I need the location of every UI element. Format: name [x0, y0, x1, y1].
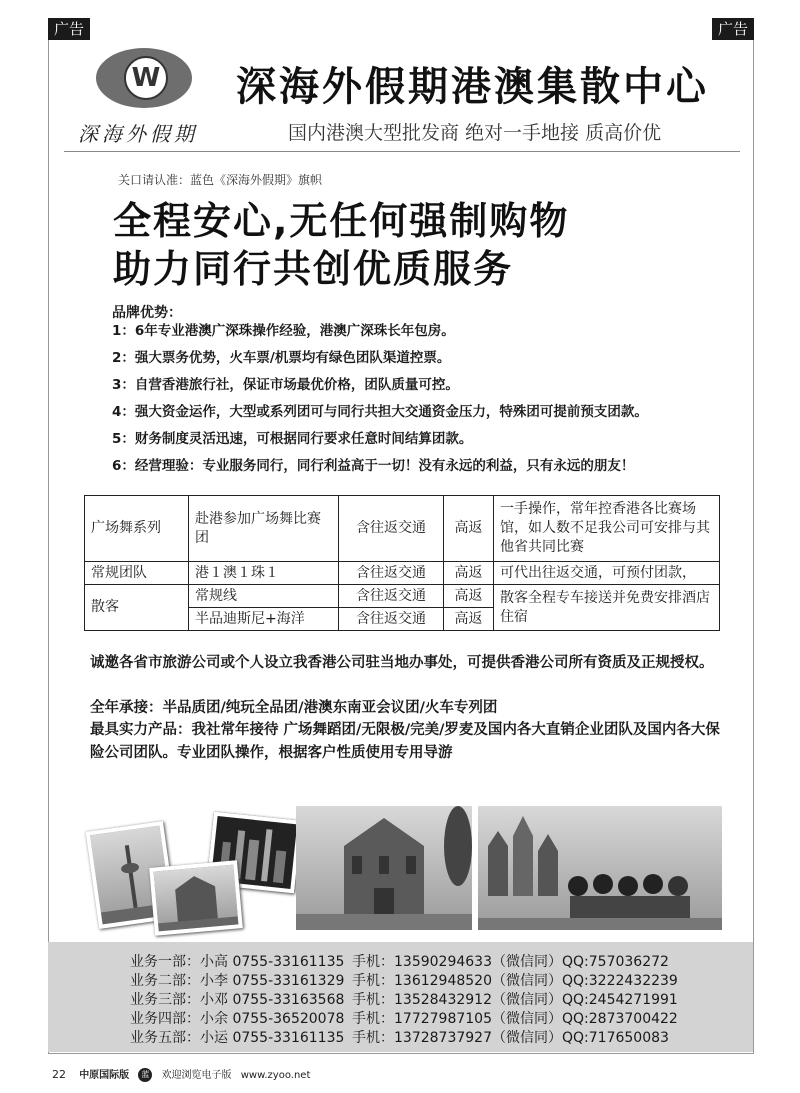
contact-mobile: 手机：13528432912（微信同） [352, 992, 562, 1008]
contact-qq: QQ:717650083 [562, 1030, 669, 1046]
company-logo [96, 48, 196, 110]
advantage-item: 6：经营理验：专业服务同行，同行利益高于一切！没有永远的利益，只有永远的朋友！ [112, 458, 635, 474]
advantages-title: 品牌优势： [112, 305, 182, 321]
logo-script-text: 深海外假期 [78, 122, 198, 146]
header-divider [64, 151, 740, 152]
contact-qq: QQ:2454271991 [562, 992, 678, 1008]
advantage-item: 5：财务制度灵活迅速，可根据同行要求任意时间结算团款。 [112, 431, 473, 447]
table-cell-rebate: 高返 [444, 585, 494, 608]
table-cell-note: 散客全程专车接送并免费安排酒店住宿 [494, 585, 720, 631]
contact-row [130, 989, 678, 1009]
contact-qq: QQ:757036272 [562, 954, 669, 970]
tour-products-table [84, 495, 720, 631]
table-row [85, 585, 720, 608]
table-cell-rebate: 高返 [444, 562, 494, 585]
table-cell-product: 赴港参加广场舞比赛团 [189, 496, 339, 562]
disneyland-photo [478, 806, 722, 930]
advantages-list [112, 322, 648, 484]
magazine-badge-icon: 蓝 [138, 1068, 152, 1082]
table-cell-transport: 含往返交通 [339, 585, 444, 608]
table-cell-note: 一手操作，常年控香港各比赛场馆，如人数不足我公司可安排与其他省共同比赛 [494, 496, 720, 562]
page-number: 22 [52, 1068, 66, 1081]
table-cell-series: 广场舞系列 [85, 496, 189, 562]
advantage-item: 2：强大票务优势，火车票/机票均有绿色团队渠道控票。 [112, 350, 451, 366]
contact-mobile: 手机：17727987105（微信同） [352, 1011, 562, 1027]
st-paul-ruins-photo [296, 806, 472, 930]
contact-mobile: 手机：13590294633（微信同） [352, 954, 562, 970]
table-cell-rebate: 高返 [444, 496, 494, 562]
headline-line-1: 全程安心,无任何强制购物 [113, 199, 570, 243]
table-cell-transport: 含往返交通 [339, 608, 444, 631]
table-cell-product: 常规线 [189, 585, 339, 608]
contact-qq: QQ:3222432239 [562, 973, 678, 989]
year-round-services-text: 全年承接：半品质团/纯玩全品团/港澳东南亚会议团/火车专列团 [90, 700, 498, 716]
footer-url-link[interactable]: www.zyoo.net [240, 1070, 311, 1081]
page-footer [52, 1066, 310, 1082]
flagship-products-text: 最具实力产品：我社常年接待 广场舞蹈团/无限极/完美/罗麦及国内各大直销企业团队及国内各大保险公司团队。专业团队操作，根据客户性质使用专用导游 [90, 722, 720, 761]
contact-mobile: 手机：13612948520（微信同） [352, 973, 562, 989]
contact-dept-phone: 业务二部：小李 0755-33161329 [130, 973, 345, 989]
table-row [85, 562, 720, 585]
contact-dept-phone: 业务四部：小余 0755-36520078 [130, 1011, 345, 1027]
photo-strip [82, 806, 722, 930]
contact-row [130, 951, 669, 971]
customs-note: 关口请认准：蓝色《深海外假期》旗帜 [118, 173, 323, 187]
contact-dept-phone: 业务五部：小运 0755-33161135 [130, 1030, 345, 1046]
company-slogan: 国内港澳大型批发商 绝对一手地接 质高价优 [288, 122, 662, 144]
table-cell-transport: 含往返交通 [339, 496, 444, 562]
contact-row [130, 970, 678, 990]
contact-row [130, 1027, 669, 1047]
contact-mobile: 手机：13728737927（微信同） [352, 1030, 562, 1046]
table-cell-series: 常规团队 [85, 562, 189, 585]
contact-dept-phone: 业务三部：小邓 0755-33163568 [130, 992, 345, 1008]
ad-tag-left: 广告 [48, 18, 90, 40]
company-name: 深海外假期港澳集散中心 [236, 64, 709, 110]
contact-dept-phone: 业务一部：小高 0755-33161135 [130, 954, 345, 970]
contact-row [130, 1008, 678, 1028]
contact-qq: QQ:2873700422 [562, 1011, 678, 1027]
ad-tag-right: 广告 [712, 18, 754, 40]
table-cell-product: 港１澳１珠１ [189, 562, 339, 585]
magazine-name: 中原国际版 [79, 1070, 130, 1081]
table-cell-transport: 含往返交通 [339, 562, 444, 585]
footer-welcome: 欢迎浏览电子版 [161, 1070, 232, 1081]
advantage-item: 1：6年专业港澳广深珠操作经验，港澳广深珠长年包房。 [112, 323, 455, 339]
advantage-item: 4：强大资金运作，大型或系列团可与同行共担大交通资金压力，特殊团可提前预支团款。 [112, 404, 648, 420]
headline-line-2: 助力同行共创优质服务 [113, 247, 514, 291]
st-paul-ruins-small-photo [149, 860, 243, 935]
table-cell-product: 半品迪斯尼+海洋 [189, 608, 339, 631]
table-cell-rebate: 高返 [444, 608, 494, 631]
table-cell-note: 可代出往返交通，可预付团款， [494, 562, 720, 585]
table-row [85, 496, 720, 562]
advantage-item: 3：自营香港旅行社，保证市场最优价格，团队质量可控。 [112, 377, 459, 393]
invitation-text: 诚邀各省市旅游公司或个人设立我香港公司驻当地办事处，可提供香港公司所有资质及正规授权。 [90, 655, 714, 671]
table-cell-series: 散客 [85, 585, 189, 631]
logo-letter: W [124, 56, 168, 100]
